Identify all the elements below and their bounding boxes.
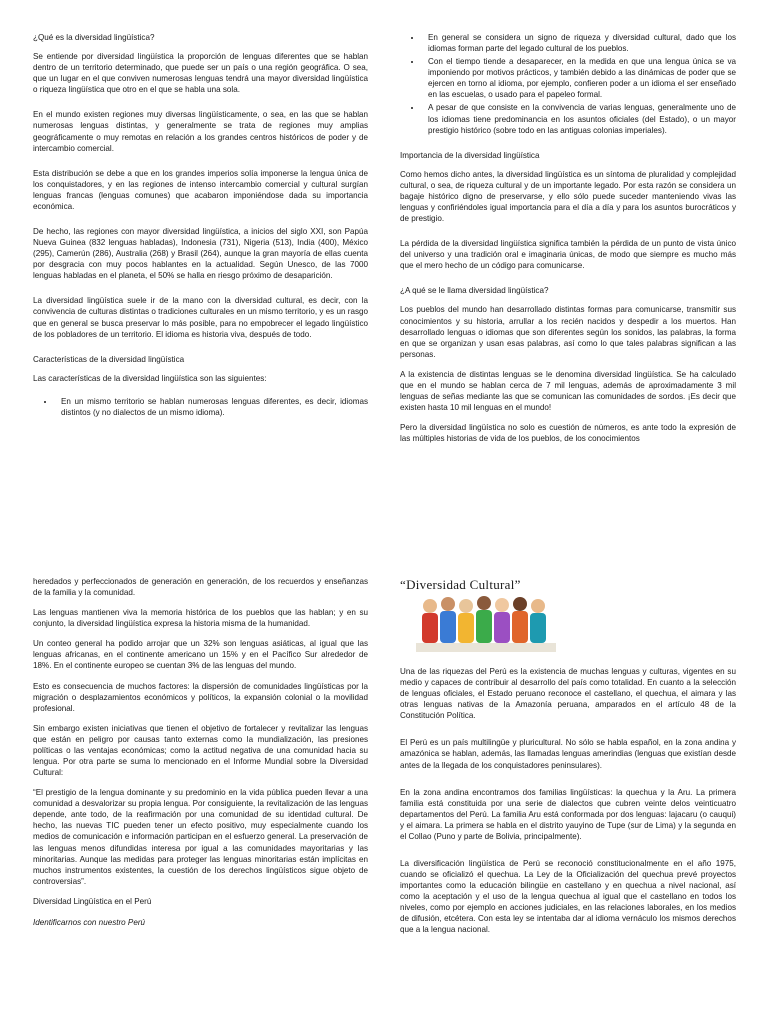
subheading: ¿A qué se le llama diversidad lingüística? (400, 286, 549, 296)
quadrant-top-right (400, 32, 736, 453)
paragraph: Se entiende por diversidad lingüística la proporción de lenguas diferentes que se hablan dentro de un territorio determinado, que puede ser un país o una región geográfica. O sea, que un lugar en el que conviven numerosas lenguas tendrá una mayor diversidad lingüística o riqueza lingüística que otro en el que se habla una sola. (33, 52, 368, 95)
paragraph: Como hemos dicho antes, la diversidad lingüística es un síntoma de pluralidad y complejidad cultural, o sea, de riqueza cultural y de un importante legado. Por esta razón se considera un bagaje histórico digno de preservarse, y ello sólo puede suceder manteniendo vivas las lenguas y confiriéndoles igual importancia para el día a día y para los asuntos burocráticos y de prestigio. (400, 169, 736, 224)
paragraph: Las características de la diversidad lingüística son las siguientes: (33, 373, 267, 383)
bullet-list (400, 32, 736, 136)
quadrant-bottom-left (33, 576, 368, 936)
paragraph: En el mundo existen regiones muy diversas lingüísticamente, o sea, en las que se hablan numerosas lenguas distintas, y generalmente se trata de regiones muy amplias geográficamente o muy remotas en relación a los grandes centros históricos de poder y de intercambio comercial. (33, 110, 368, 153)
paragraph: Esta distribución se debe a que en los grandes imperios solía imponerse la lengua única de los conquistadores, y en las regiones de intenso intercambio comercial y cultural surgían lenguas francas (lenguas comunes) que acabaron imponiéndose dada su importancia económica. (33, 168, 368, 211)
paragraph: El Perú es un país multilingüe y pluricultural. No sólo se habla español, en la zona andina y amazónica se hablan, además, las llamadas lenguas amerindias (lenguas que existían desde antes de la llegada de los conquistadores peninsulares). (400, 738, 736, 770)
subheading: Características de la diversidad lingüística (33, 354, 185, 364)
illustration (400, 576, 550, 654)
paragraph: Los pueblos del mundo han desarrollado distintas formas para comunicarse, transmitir sus conocimientos y su historia, arrullar a los recién nacidos y despedir a los muertos. Han desarrollado lenguas o idiomas que son diferentes según los sonidos, las palabras, la forma en que se organizan y usan esas palabras, así como lo que tales palabras significan a las personas. (400, 305, 736, 359)
paragraph: A la existencia de distintas lenguas se le denomina diversidad lingüística. Se ha calculado que en el mundo se hablan cerca de 7 mil lenguas, además de aproximadamente 3 mil lenguas de señas mediante las que se comunican las comunidades de sordos. ¡Es decir que existen hasta 10 mil lenguas en el mundo! (400, 369, 736, 413)
paragraph: Un conteo general ha podido arrojar que un 32% son lenguas asiáticas, al igual que las lenguas africanas, en el continente americano un 15% y en el Pacífico Sur alrededor de 18%. En el continente europeo se cuentan 3% de las lenguas del mundo. (33, 639, 368, 671)
quadrant-top-left (33, 32, 368, 420)
paragraph: Sin embargo existen iniciativas que tienen el objetivo de fortalecer y revitalizar las lenguas que están en peligro por causas tanto externas como la mundialización, las presiones políticas o las ventajas económicas; como la actitud negativa de una comunidad hacia su lengua. Por otra parte se suma lo mencionado en el Informe Mundial sobre la Diversidad Cultural: (33, 723, 368, 778)
paragraph: Pero la diversidad lingüística no solo es cuestión de números, es ante todo la expresión de las múltiples historias de vida de los pueblos, de los conocimientos (400, 423, 736, 444)
list-item: • Con el tiempo tiende a desaparecer, en la medida en que una lengua única se va imponiendo por motivos prácticos, y también debido a las dinámicas de poder que se ejercen en torno al idioma, por ejemplo, confieren poder a un idioma el ser enseñado en las escuelas, o usado para el papeleo formal. (422, 56, 736, 100)
paragraph: heredados y perfeccionados de generación en generación, de los recuerdos y enseñanzas de la familia y la comunidad. (33, 577, 368, 598)
section-heading: ¿Qué es la diversidad lingüística? (33, 33, 155, 42)
paragraph: La pérdida de la diversidad lingüística significa también la pérdida de un punto de vista único del universo y una tradición oral e imaginaria únicas, de modo que siempre es mucho más que el mero hecho de un código para comunicarse. (400, 239, 736, 271)
list-item: • En un mismo territorio se hablan numerosas lenguas diferentes, es decir, idiomas distintos (y no dialectos de un mismo idioma). (55, 396, 368, 418)
quote-paragraph: “El prestigio de la lengua dominante y su predominio en la vida pública pueden llevar a una comunidad a desvalorizar su propia lengua. Por consiguiente, la revitalización de las lenguas depende, ante todo, de la reafirmación por una comunidad de su identidad cultural. De hecho, las nuevas TIC pueden tener un efecto positivo, muy especialmente cuando los medios de comunicación e información participan en el esfuerzo general. La preservación de las lenguas menos difundidas interesa por igual a las comunidades mayoritarias y las minoritarias. Aunque las medidas para proteger las lenguas minoritarias están implícitas en muchos instrumentos existentes, la cuestión de los derechos lingüísticos sigue objeto de controversias”. (33, 788, 368, 886)
illustration-title: “Diversidad Cultural” (400, 577, 521, 592)
list-item: • A pesar de que consiste en la convivencia de varias lenguas, generalmente uno de los idiomas tiene predominancia en los asuntos oficiales (del Estado), o un mayor prestigio histórico (sobre todo en las antiguas colonias imperiales). (422, 102, 736, 135)
children-illustration-icon (416, 592, 556, 652)
paragraph: En la zona andina encontramos dos familias lingüísticas: la quechua y la Aru. La primera familia está constituida por una serie de dialectos que cubren veinte delos veinticuatro departamentos del Perú. La familia Aru está conformada por dos lenguas: lajacaru (o cauqui) y el aimara. La primera se habla en el distrito yauyino de Tupe (sur de Lima) y la segunda en el Collao (Puno y parte de Bolivia, principalmente). (400, 787, 736, 841)
paragraph: Una de las riquezas del Perú es la existencia de muchas lenguas y culturas, vigentes en su medio y capaces de contribuir al desarrollo del país como totalidad. En cuanto a la selección de lenguas oficiales, el Estado peruano reconoce el castellano, el quechua, el aimara y las otras lenguas nativas de la Amazonía peruana, amparados en el artículo 48 de la Constitución Política. (400, 667, 736, 721)
subheading: Diversidad Lingüística en el Perú (33, 896, 152, 906)
subheading: Importancia de la diversidad lingüística (400, 150, 540, 160)
paragraph: La diversidad lingüística suele ir de la mano con la diversidad cultural, es decir, con la convivencia de culturas distintas o tradiciones culturales en un mismo territorio, y es un rasgo que en general se busca preservar lo más posible, para no empobrecer el legado lingüístico de los pobladores de un territorio. El idioma es historia viva, después de todo. (33, 296, 368, 339)
bullet-list (33, 396, 368, 418)
paragraph: Esto es consecuencia de muchos factores: la dispersión de comunidades lingüísticas por la migración o desplazamientos económicos y políticos, la expansión colonial o la movilidad profesional. (33, 681, 368, 713)
quadrant-bottom-right (400, 576, 736, 945)
paragraph: La diversificación lingüística de Perú se reconoció constitucionalmente en el año 1975, cuando se oficializó el quechua. La Ley de la Oficialización del quechua prevé proyectos importantes como la educación bilingüe en castellano y en quechua a nivel nacional, así como la aceptación y el uso de la lengua quechua al igual que el castellano en todos los niveles, como por ejemplo en acciones judiciales, en las relaciones laborales, en los medios de difusión, etcétera. Con esta ley se intentaba dar al idioma vernáculo los mismos derechos que a la lengua nacional. (400, 859, 736, 935)
italic-subheading: Identificarnos con nuestro Perú (33, 917, 146, 927)
paragraph: Las lenguas mantienen viva la memoria histórica de los pueblos que las hablan; y en su conjunto, la diversidad lingüística expresa la historia misma de la humanidad. (33, 608, 368, 629)
list-item: • En general se considera un signo de riqueza y diversidad cultural, dado que los idiomas forman parte del legado cultural de los pueblos. (422, 32, 736, 54)
paragraph: De hecho, las regiones con mayor diversidad lingüística, a inicios del siglo XXI, son Papúa Nueva Guinea (832 lenguas habladas), Indonesia (731), Nigeria (513), India (400), México (295), Camerún (286), Australia (268) y Brasil (264), aunque la gran mayoría de ellas cuenta por desgracia con muy pocos hablantes en la actualidad. Según Unesco, de las 7000 lenguas habladas en el planeta, el 50% se halla en riesgo próximo de desaparición. (33, 227, 368, 281)
